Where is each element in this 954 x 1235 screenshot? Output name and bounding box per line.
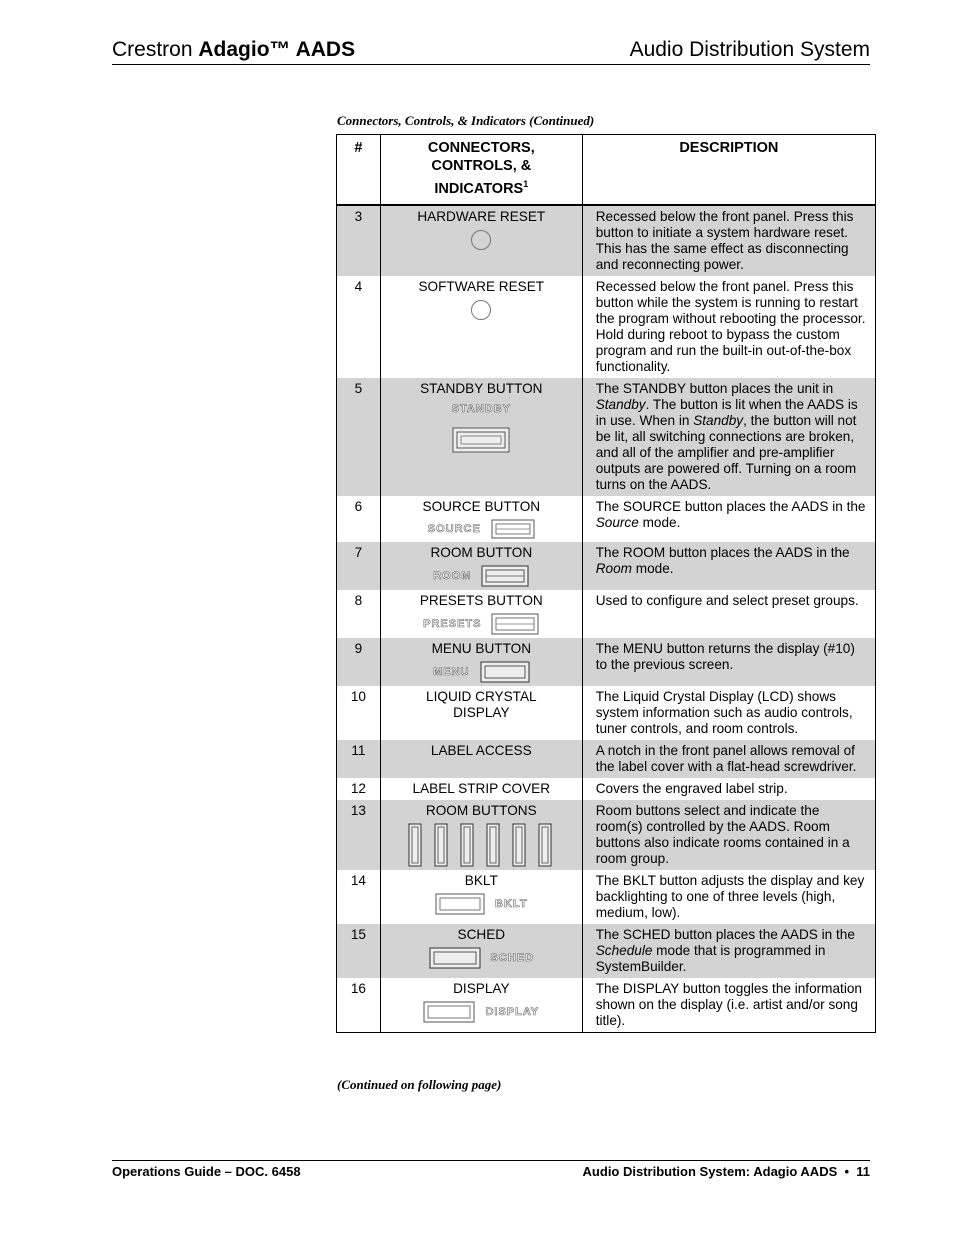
table-row xyxy=(337,276,876,378)
source-icon-group xyxy=(387,519,576,539)
row-desc: The DISPLAY button toggles the information shown on the display (i.e. artist and/or song title). xyxy=(582,978,875,1033)
table-row xyxy=(337,870,876,924)
row-desc: The BKLT button adjusts the display and key backlighting to one of three levels (high, medium, low). xyxy=(582,870,875,924)
menu-icon-group xyxy=(387,661,576,683)
menu-engraved-label: MENU xyxy=(433,665,470,678)
table-row xyxy=(337,638,876,686)
col-header-name-line3: INDICATORS xyxy=(434,180,524,197)
row-desc: Room buttons select and indicate the room(s) controlled by the AADS. Room buttons also indicate rooms contained in a room group. xyxy=(582,800,875,870)
row-num: 10 xyxy=(337,686,381,740)
header-product xyxy=(112,38,355,62)
room-icon-group xyxy=(387,565,576,587)
display-engraved-label: DISPLAY xyxy=(485,1005,540,1018)
table-header-row xyxy=(337,135,876,205)
row-name: MENU BUTTON xyxy=(431,640,532,656)
row-name: ROOM BUTTON xyxy=(430,544,533,560)
presets-icon-group xyxy=(387,613,576,635)
page-footer xyxy=(112,1160,870,1179)
row-name: STANDBY BUTTON xyxy=(420,380,543,396)
row-num: 5 xyxy=(337,378,381,496)
row-name-cell xyxy=(380,542,582,590)
row-num: 8 xyxy=(337,590,381,638)
row-name: HARDWARE RESET xyxy=(417,208,546,224)
room-button-icon xyxy=(481,565,529,587)
col-header-num: # xyxy=(337,135,381,205)
row-num: 4 xyxy=(337,276,381,378)
source-engraved-label: SOURCE xyxy=(427,522,481,535)
bklt-icon-group xyxy=(387,893,576,915)
row-desc: The ROOM button places the AADS in the Room mode. xyxy=(582,542,875,590)
display-icon-group xyxy=(387,1001,576,1023)
connectors-table xyxy=(336,134,876,1033)
row-name: SCHED xyxy=(457,926,506,942)
table-row xyxy=(337,496,876,542)
standby-engraved-label: STANDBY xyxy=(451,402,511,415)
row-name: LABEL ACCESS xyxy=(380,740,582,778)
row-name: DISPLAY xyxy=(453,980,510,996)
row-num: 15 xyxy=(337,924,381,978)
row-name-cell xyxy=(380,590,582,638)
table-row xyxy=(337,778,876,800)
presets-engraved-label: PRESETS xyxy=(423,617,482,630)
footer-page-ref: Audio Distribution System: Adagio AADS • 11 xyxy=(582,1164,870,1179)
standby-button-icon xyxy=(452,427,510,453)
row-desc: The SCHED button places the AADS in the Schedule mode that is programmed in SystemBuilder. xyxy=(582,924,875,978)
row-num: 7 xyxy=(337,542,381,590)
row-name-cell xyxy=(380,638,582,686)
row-name: BKLT xyxy=(464,872,498,888)
row-num: 13 xyxy=(337,800,381,870)
row-name-cell xyxy=(380,978,582,1033)
table-row xyxy=(337,542,876,590)
col-header-desc: DESCRIPTION xyxy=(582,135,875,205)
page-header xyxy=(112,38,870,65)
row-name: LIQUID CRYSTAL DISPLAY xyxy=(426,688,537,720)
table-row xyxy=(337,205,876,276)
table-row xyxy=(337,378,876,496)
bklt-button-icon xyxy=(435,893,485,915)
row-name-cell xyxy=(380,496,582,542)
col-header-name-line2: CONTROLS, & xyxy=(431,158,532,174)
row-num: 3 xyxy=(337,205,381,276)
row-name: SOURCE BUTTON xyxy=(422,498,541,514)
sched-engraved-label: SCHED xyxy=(490,951,535,964)
col-header-name xyxy=(380,135,582,205)
row-name-cell xyxy=(380,924,582,978)
room-buttons-icon xyxy=(408,823,554,867)
table-row xyxy=(337,924,876,978)
row-desc: The STANDBY button places the unit in Standby. The button is lit when the AADS is in use. When in Standby, the button will not be lit, all switching connections are broken, and all of the amplifier and pre-amplifier outputs are powered off. Turning on a room turns on the AADS. xyxy=(582,378,875,496)
row-num: 11 xyxy=(337,740,381,778)
table-row xyxy=(337,800,876,870)
row-desc: Recessed below the front panel. Press this button to initiate a system hardware reset. This has the same effect as disconnecting and reconnecting power. xyxy=(582,205,875,276)
row-name-cell xyxy=(380,205,582,276)
presets-button-icon xyxy=(491,613,539,635)
row-desc: A notch in the front panel allows removal of the label cover with a flat-head screwdriver. xyxy=(582,740,875,778)
row-num: 9 xyxy=(337,638,381,686)
row-num: 14 xyxy=(337,870,381,924)
hardware-reset-button-icon xyxy=(470,229,492,251)
row-name-cell xyxy=(380,276,582,378)
header-brand: Crestron xyxy=(112,38,193,61)
row-desc: Covers the engraved label strip. xyxy=(582,778,875,800)
row-desc: The Liquid Crystal Display (LCD) shows system information such as audio controls, tuner controls, and room controls. xyxy=(582,686,875,740)
sched-icon-group xyxy=(387,947,576,969)
row-num: 12 xyxy=(337,778,381,800)
software-reset-button-icon xyxy=(470,299,492,321)
row-name: SOFTWARE RESET xyxy=(418,278,545,294)
col-header-name-line1: CONNECTORS, xyxy=(427,140,535,156)
display-button-icon xyxy=(423,1001,475,1023)
row-desc: The SOURCE button places the AADS in the Source mode. xyxy=(582,496,875,542)
row-desc: Recessed below the front panel. Press this button while the system is running to restart the program without rebooting the processor. Hold during reboot to bypass the custom program and run the built-in out-of-the-box functionality. xyxy=(582,276,875,378)
row-name-cell xyxy=(380,800,582,870)
menu-button-icon xyxy=(480,661,530,683)
row-name-cell xyxy=(380,378,582,496)
row-desc: Used to configure and select preset groups. xyxy=(582,590,875,638)
row-name: ROOM BUTTONS xyxy=(425,802,537,818)
footer-doc-ref: Operations Guide – DOC. 6458 xyxy=(112,1164,301,1179)
bklt-engraved-label: BKLT xyxy=(495,897,528,910)
table-row xyxy=(337,686,876,740)
table-row xyxy=(337,590,876,638)
source-button-icon xyxy=(491,519,535,539)
continued-note: (Continued on following page) xyxy=(337,1077,502,1092)
header-product-name: Adagio™ AADS xyxy=(198,38,356,61)
row-name: LABEL STRIP COVER xyxy=(380,778,582,800)
row-name-cell xyxy=(380,686,582,740)
table-caption: Connectors, Controls, & Indicators (Continued) xyxy=(337,113,595,128)
table-row xyxy=(337,978,876,1033)
row-name: PRESETS BUTTON xyxy=(419,592,543,608)
room-engraved-label: ROOM xyxy=(433,569,472,582)
row-desc: The MENU button returns the display (#10) to the previous screen. xyxy=(582,638,875,686)
row-num: 6 xyxy=(337,496,381,542)
table-row xyxy=(337,740,876,778)
sched-button-icon xyxy=(429,947,481,969)
row-num: 16 xyxy=(337,978,381,1033)
row-name-cell xyxy=(380,870,582,924)
footnote-marker: 1 xyxy=(523,179,529,189)
header-title: Audio Distribution System xyxy=(629,38,870,61)
